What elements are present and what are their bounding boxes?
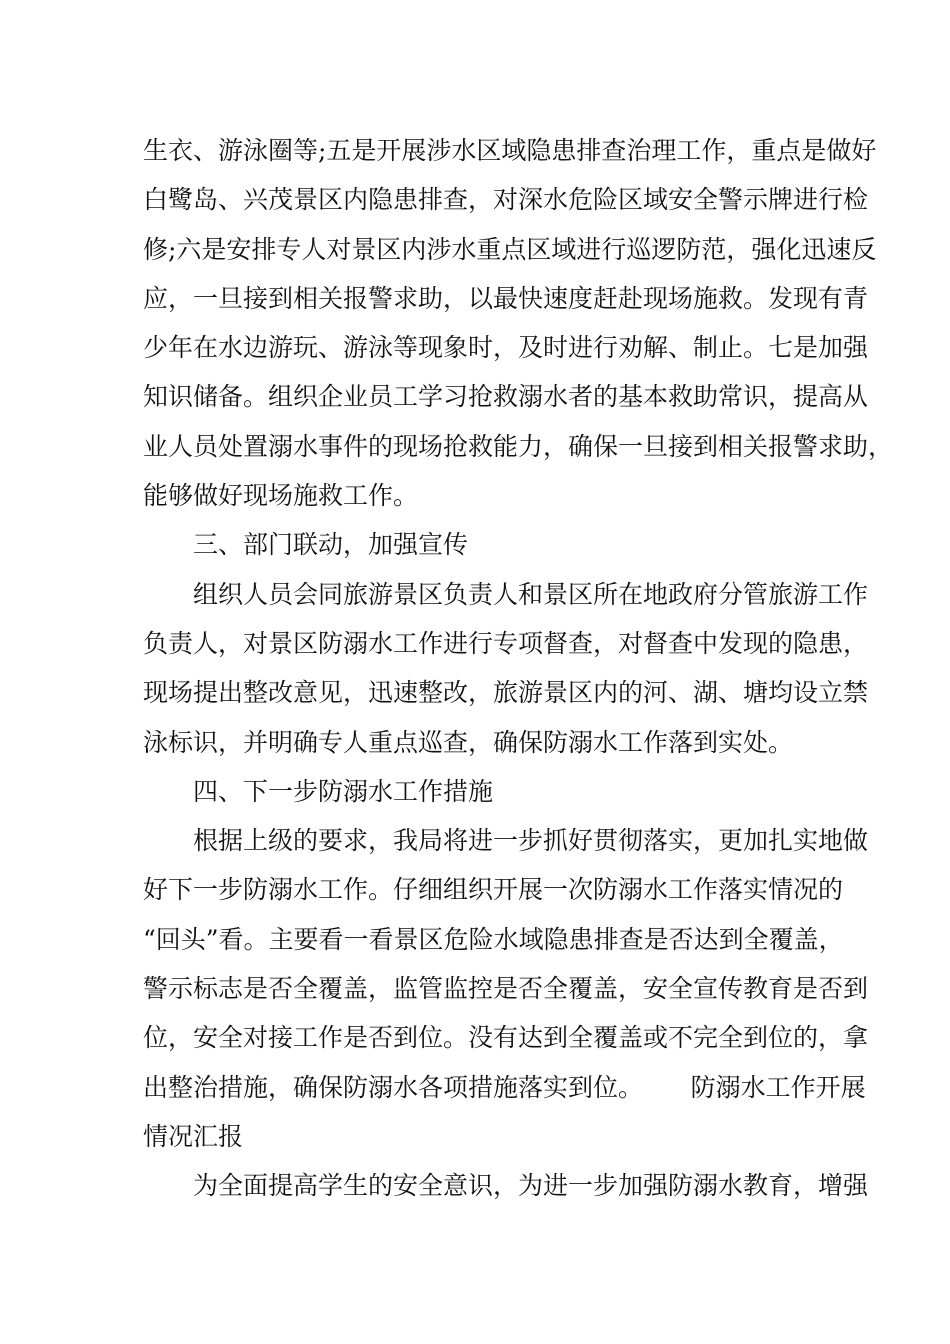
text-line: “回头”看。主要看一看景区危险水域隐患排查是否达到全覆盖， — [143, 924, 844, 954]
text-line: 位，安全对接工作是否到位。没有达到全覆盖或不完全到位的，拿 — [143, 1023, 869, 1053]
text-line: 组织人员会同旅游景区负责人和景区所在地政府分管旅游工作 — [193, 579, 869, 609]
text-line: 应，一旦接到相关报警求助，以最快速度赶赴现场施救。发现有青 — [143, 283, 869, 313]
text-line: 为全面提高学生的安全意识，为进一步加强防溺水教育，增强 — [193, 1171, 869, 1201]
text-line: 少年在水边游玩、游泳等现象时，及时进行劝解、制止。七是加强 — [143, 333, 869, 363]
text-line: 警示标志是否全覆盖，监管监控是否全覆盖，安全宣传教育是否到 — [143, 974, 869, 1004]
text-line: 修;六是安排专人对景区内涉水重点区域进行巡逻防范，强化迅速反 — [143, 234, 877, 264]
text-line: 负责人，对景区防溺水工作进行专项督查，对督查中发现的隐患， — [143, 628, 869, 658]
text-line: 白鹭岛、兴茂景区内隐患排查，对深水危险区域安全警示牌进行检 — [143, 185, 869, 215]
text-line: 知识储备。组织企业员工学习抢救溺水者的基本救助常识，提高从 — [143, 382, 869, 412]
text-line: 生衣、游泳圈等;五是开展涉水区域隐患排查治理工作，重点是做好 — [143, 136, 877, 165]
text-line: 好下一步防溺水工作。仔细组织开展一次防溺水工作落实情况的 — [143, 875, 844, 905]
section-heading: 三、部门联动，加强宣传 — [193, 530, 469, 560]
text-line: 根据上级的要求，我局将进一步抓好贯彻落实，更加扎实地做 — [193, 826, 869, 856]
text-line: 业人员处置溺水事件的现场抢救能力，确保一旦接到相关报警求助， — [143, 431, 894, 461]
section-heading: 四、下一步防溺水工作措施 — [193, 776, 494, 806]
text-line: 出整治措施，确保防溺水各项措施落实到位。 防溺水工作开展 — [143, 1072, 866, 1102]
text-line: 现场提出整改意见，迅速整改，旅游景区内的河、湖、塘均设立禁 — [143, 678, 869, 708]
text-line: 能够做好现场施救工作。 — [143, 481, 419, 511]
text-line: 情况汇报 — [143, 1121, 244, 1151]
text-line: 泳标识，并明确专人重点巡查，确保防溺水工作落到实处。 — [143, 727, 794, 757]
body-text — [143, 126, 894, 1211]
